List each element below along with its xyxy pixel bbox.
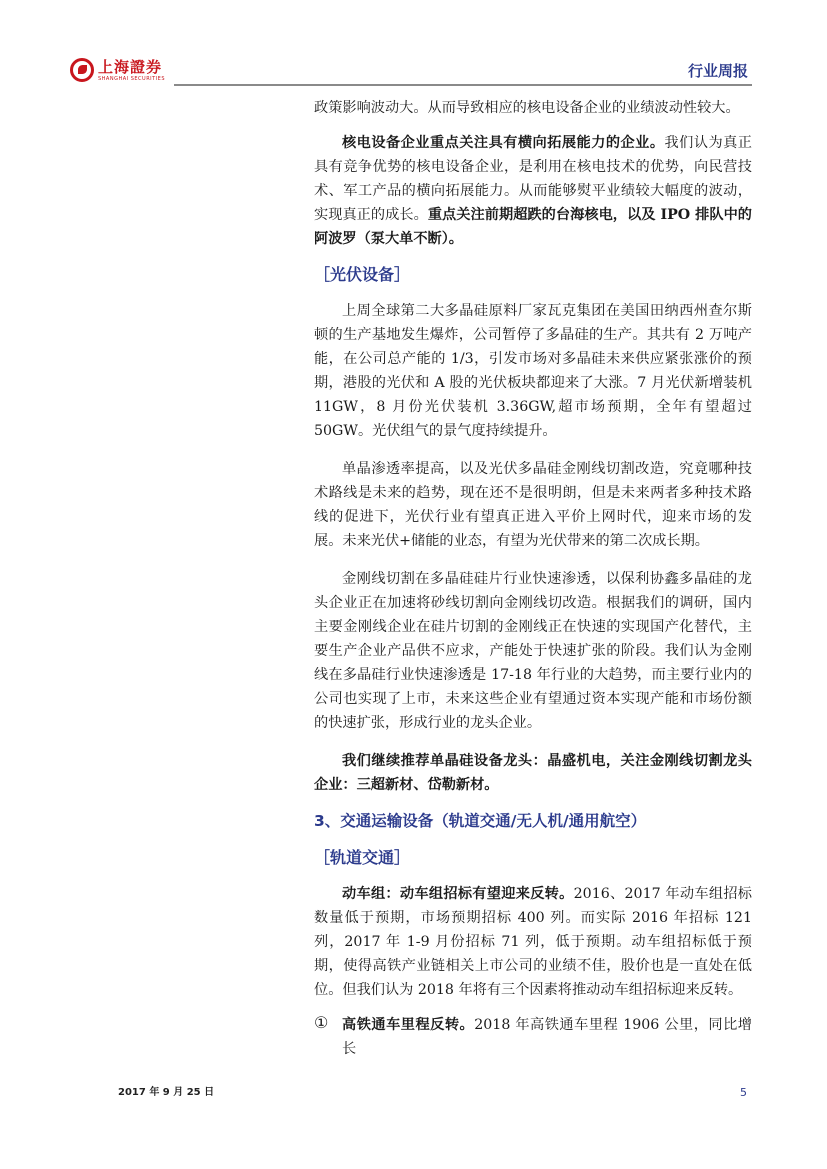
- header-divider: [174, 84, 752, 86]
- logo-icon: [70, 58, 94, 82]
- list-item-text: [342, 1013, 752, 1061]
- page-header: [70, 52, 750, 96]
- report-type: 行业周报: [687, 62, 748, 80]
- paragraph-nuclear-focus: [314, 131, 752, 251]
- nuclear-focus-heading: 核电设备企业重点关注具有横向拓展能力的企业。: [342, 135, 665, 151]
- logo-cn-text: 上海證券: [98, 57, 163, 76]
- section-rail-title: ［轨道交通］: [314, 848, 411, 867]
- paragraph-nuclear-volatility: 政策影响波动大。从而导致相应的核电设备企业的业绩波动性较大。: [314, 100, 740, 116]
- page-content: [314, 96, 752, 1061]
- section-transport-title: 3、交通运输设备（轨道交通/无人机/通用航空）: [314, 812, 647, 830]
- nuclear-focus-text: 我们认为真正具有竞争优势的核电设备企业，是利用在核电技术的优势，向民营技术、军工产品的横向拓展能力。从而能够熨平业绩较大幅度的波动，实现真正的成长。: [314, 135, 752, 223]
- nuclear-recommendation: 重点关注前期超跌的台海核电，以及 IPO 排队中的阿波罗（泵大单不断）。: [314, 207, 752, 247]
- footer-date: 2017 年 9 月 25 日: [118, 1087, 215, 1098]
- logo-en-text: SHANGHAI SECURITIES: [98, 75, 166, 82]
- emu-tender-text: 2016、2017 年动车组招标数量低于预期，市场预期招标 400 列。而实际 2016 年招标 121 列，2017 年 1-9 月份招标 71 列，低于预期。动车组招标低于预期，使得高铁产业链相关上市公司的业绩不佳，股价也是一直处在低位。但我们认为 2018 年将有三个因素将推动动车组招标迎来反转。: [314, 886, 752, 998]
- mileage-heading: 高铁通车里程反转。: [342, 1017, 475, 1033]
- list-item-mileage: [314, 1013, 752, 1061]
- list-item-number: ①: [314, 1013, 329, 1032]
- paragraph-pv-recommendation: 我们继续推荐单晶硅设备龙头：晶盛机电，关注金刚线切割龙头企业：三超新材、岱勒新材。: [314, 753, 752, 793]
- page-number: 5: [740, 1086, 747, 1099]
- section-photovoltaic-title: ［光伏设备］: [314, 265, 411, 284]
- paragraph-mono-penetration: 单晶渗透率提高，以及光伏多晶硅金刚线切割改造，究竟哪种技术路线是未来的趋势，现在还不是很明朗，但是未来两者多种技术路线的促进下，光伏行业有望真正进入平价上网时代，迎来市场的发展。未来光伏+储能的业态，有望为光伏带来的第二次成长期。: [314, 461, 752, 549]
- paragraph-diamond-wire: 金刚线切割在多晶硅硅片行业快速渗透，以保利协鑫多晶硅的龙头企业正在加速将砂线切割向金刚线切改造。根据我们的调研，国内主要金刚线企业在硅片切割的金刚线正在快速的实现国产化替代，主要生产企业产品供不应求，产能处于快速扩张的阶段。我们认为金刚线在多晶硅行业快速渗透是 17-18 年行业的大趋势，而主要行业内的公司也实现了上市，未来这些企业有望通过资本实现产能和市场份额的快速扩张，形成行业的龙头企业。: [314, 571, 752, 731]
- emu-tender-heading: 动车组：动车组招标有望迎来反转。: [342, 886, 574, 902]
- mileage-text: 2018 年高铁通车里程 1906 公里，同比增长: [342, 1017, 752, 1057]
- paragraph-wacker-explosion: 上周全球第二大多晶硅原料厂家瓦克集团在美国田纳西州查尔斯顿的生产基地发生爆炸，公司暂停了多晶硅的生产。其共有 2 万吨产能，在公司总产能的 1/3，引发市场对多晶硅未来供应紧张涨价的预期，港股的光伏和 A 股的光伏板块都迎来了大涨。7 月光伏新增装机 11GW，8 月份光伏装机 3.36GW,超市场预期，全年有望超过 50GW。光伏组气的景气度持续提升。: [314, 303, 752, 439]
- paragraph-emu-tender: [314, 882, 752, 1002]
- company-logo: [70, 58, 165, 82]
